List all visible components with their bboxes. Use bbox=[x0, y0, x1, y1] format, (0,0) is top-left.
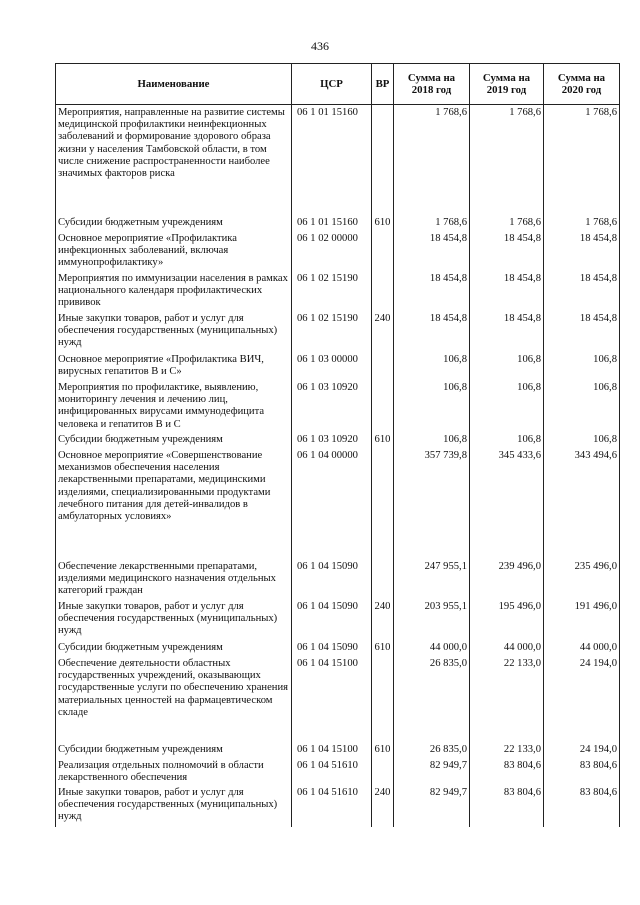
row-amount-2019-cell: 18 454,8 bbox=[470, 271, 544, 311]
table-row bbox=[56, 271, 620, 311]
row-vr-cell: 610 bbox=[372, 215, 394, 231]
row-csr-cell: 06 1 04 15090 bbox=[292, 559, 372, 599]
row-amount-2019-cell: 18 454,8 bbox=[470, 231, 544, 271]
row-csr-cell: 06 1 02 15190 bbox=[292, 271, 372, 311]
table-row bbox=[56, 559, 620, 599]
column-header-csr: ЦСР bbox=[292, 64, 372, 105]
row-amount-2018-cell: 106,8 bbox=[394, 432, 470, 448]
table-row bbox=[56, 231, 620, 271]
table-row bbox=[56, 105, 620, 216]
row-amount-2019-cell: 106,8 bbox=[470, 380, 544, 432]
row-amount-2019-cell: 239 496,0 bbox=[470, 559, 544, 599]
row-name-cell: Мероприятия по иммунизации населения в рамках национального календаря профилактических прививок bbox=[56, 271, 292, 311]
row-name-cell: Иные закупки товаров, работ и услуг для обеспечения государственных (муниципальных) нужд bbox=[56, 785, 292, 827]
row-amount-2020-cell: 106,8 bbox=[544, 432, 620, 448]
table-row bbox=[56, 742, 620, 758]
row-csr-cell: 06 1 04 00000 bbox=[292, 448, 372, 559]
row-amount-2019-cell: 22 133,0 bbox=[470, 742, 544, 758]
row-name-cell: Основное мероприятие «Совершенствование механизмов обеспечения населения лекарственными препаратами, медицинскими изделиями, специализированными продуктами лечебного питания для детей-инвалидов в амбулаторных условиях» bbox=[56, 448, 292, 559]
row-csr-cell: 06 1 03 00000 bbox=[292, 352, 372, 380]
row-vr-cell: 240 bbox=[372, 599, 394, 640]
row-amount-2020-cell: 24 194,0 bbox=[544, 656, 620, 742]
row-name-cell: Мероприятия, направленные на развитие системы медицинской профилактики неинфекционных заболеваний и формирование здорового образа жизни у населения Тамбовской области, в том числе снижение распространенности наиболее значимых факторов риска bbox=[56, 105, 292, 216]
row-csr-cell: 06 1 04 15100 bbox=[292, 656, 372, 742]
row-amount-2019-cell: 83 804,6 bbox=[470, 785, 544, 827]
row-vr-cell bbox=[372, 758, 394, 785]
table-row bbox=[56, 785, 620, 827]
row-name-cell: Обеспечение лекарственными препаратами, изделиями медицинского назначения отдельных категорий граждан bbox=[56, 559, 292, 599]
row-vr-cell bbox=[372, 352, 394, 380]
row-amount-2018-cell: 106,8 bbox=[394, 380, 470, 432]
row-amount-2019-cell: 1 768,6 bbox=[470, 105, 544, 216]
column-header-2020: Сумма на 2020 год bbox=[544, 64, 620, 105]
column-header-2018: Сумма на 2018 год bbox=[394, 64, 470, 105]
row-amount-2020-cell: 106,8 bbox=[544, 380, 620, 432]
row-name-cell: Иные закупки товаров, работ и услуг для обеспечения государственных (муниципальных) нужд bbox=[56, 311, 292, 352]
row-amount-2020-cell: 191 496,0 bbox=[544, 599, 620, 640]
row-csr-cell: 06 1 02 00000 bbox=[292, 231, 372, 271]
row-vr-cell: 610 bbox=[372, 742, 394, 758]
row-vr-cell: 610 bbox=[372, 432, 394, 448]
row-amount-2020-cell: 83 804,6 bbox=[544, 758, 620, 785]
row-amount-2020-cell: 235 496,0 bbox=[544, 559, 620, 599]
row-amount-2018-cell: 247 955,1 bbox=[394, 559, 470, 599]
row-amount-2018-cell: 18 454,8 bbox=[394, 231, 470, 271]
row-amount-2019-cell: 1 768,6 bbox=[470, 215, 544, 231]
page-number: 436 bbox=[311, 39, 329, 53]
row-name-cell: Субсидии бюджетным учреждениям bbox=[56, 742, 292, 758]
row-amount-2018-cell: 1 768,6 bbox=[394, 105, 470, 216]
row-csr-cell: 06 1 02 15190 bbox=[292, 311, 372, 352]
table-header-row bbox=[56, 64, 620, 105]
row-amount-2020-cell: 106,8 bbox=[544, 352, 620, 380]
row-name-cell: Субсидии бюджетным учреждениям bbox=[56, 215, 292, 231]
row-amount-2018-cell: 203 955,1 bbox=[394, 599, 470, 640]
row-amount-2019-cell: 106,8 bbox=[470, 352, 544, 380]
table-row bbox=[56, 311, 620, 352]
table-row bbox=[56, 656, 620, 742]
row-vr-cell bbox=[372, 448, 394, 559]
row-amount-2018-cell: 26 835,0 bbox=[394, 656, 470, 742]
row-name-cell: Реализация отдельных полномочий в области лекарственного обеспечения bbox=[56, 758, 292, 785]
row-csr-cell: 06 1 04 51610 bbox=[292, 758, 372, 785]
row-amount-2019-cell: 44 000,0 bbox=[470, 640, 544, 656]
row-csr-cell: 06 1 01 15160 bbox=[292, 215, 372, 231]
row-csr-cell: 06 1 04 15100 bbox=[292, 742, 372, 758]
table-row bbox=[56, 599, 620, 640]
row-vr-cell bbox=[372, 105, 394, 216]
row-amount-2020-cell: 1 768,6 bbox=[544, 215, 620, 231]
table-row bbox=[56, 215, 620, 231]
column-header-name: Наименование bbox=[56, 64, 292, 105]
row-name-cell: Обеспечение деятельности областных государственных учреждений, оказывающих государственные услуги по обеспечению хранения материальных ценностей на фармацевтическом складе bbox=[56, 656, 292, 742]
row-vr-cell: 240 bbox=[372, 311, 394, 352]
row-name-cell: Основное мероприятие «Профилактика инфекционных заболеваний, включая иммунопрофилактику» bbox=[56, 231, 292, 271]
row-amount-2019-cell: 83 804,6 bbox=[470, 758, 544, 785]
row-csr-cell: 06 1 04 15090 bbox=[292, 640, 372, 656]
row-amount-2019-cell: 18 454,8 bbox=[470, 311, 544, 352]
row-amount-2020-cell: 18 454,8 bbox=[544, 311, 620, 352]
row-amount-2018-cell: 18 454,8 bbox=[394, 271, 470, 311]
row-vr-cell bbox=[372, 271, 394, 311]
row-vr-cell: 240 bbox=[372, 785, 394, 827]
row-amount-2018-cell: 106,8 bbox=[394, 352, 470, 380]
row-amount-2020-cell: 83 804,6 bbox=[544, 785, 620, 827]
row-amount-2019-cell: 22 133,0 bbox=[470, 656, 544, 742]
row-amount-2020-cell: 343 494,6 bbox=[544, 448, 620, 559]
row-amount-2018-cell: 82 949,7 bbox=[394, 758, 470, 785]
row-amount-2020-cell: 18 454,8 bbox=[544, 271, 620, 311]
column-header-2019: Сумма на 2019 год bbox=[470, 64, 544, 105]
table-row bbox=[56, 352, 620, 380]
row-amount-2018-cell: 82 949,7 bbox=[394, 785, 470, 827]
table-row bbox=[56, 640, 620, 656]
table-row bbox=[56, 758, 620, 785]
column-header-vr: ВР bbox=[372, 64, 394, 105]
row-name-cell: Субсидии бюджетным учреждениям bbox=[56, 432, 292, 448]
row-csr-cell: 06 1 04 51610 bbox=[292, 785, 372, 827]
row-name-cell: Мероприятия по профилактике, выявлению, мониторингу лечения и лечению лиц, инфицированных вирусами иммунодефицита человека и гепатитов В и С bbox=[56, 380, 292, 432]
row-vr-cell: 610 bbox=[372, 640, 394, 656]
row-vr-cell bbox=[372, 559, 394, 599]
row-amount-2020-cell: 18 454,8 bbox=[544, 231, 620, 271]
row-amount-2018-cell: 18 454,8 bbox=[394, 311, 470, 352]
row-csr-cell: 06 1 03 10920 bbox=[292, 380, 372, 432]
row-vr-cell bbox=[372, 656, 394, 742]
budget-table bbox=[55, 63, 620, 827]
row-csr-cell: 06 1 03 10920 bbox=[292, 432, 372, 448]
row-vr-cell bbox=[372, 380, 394, 432]
row-amount-2019-cell: 195 496,0 bbox=[470, 599, 544, 640]
row-amount-2019-cell: 106,8 bbox=[470, 432, 544, 448]
row-amount-2019-cell: 345 433,6 bbox=[470, 448, 544, 559]
row-amount-2018-cell: 357 739,8 bbox=[394, 448, 470, 559]
row-amount-2020-cell: 44 000,0 bbox=[544, 640, 620, 656]
row-name-cell: Иные закупки товаров, работ и услуг для обеспечения государственных (муниципальных) нужд bbox=[56, 599, 292, 640]
table-row bbox=[56, 432, 620, 448]
table-row bbox=[56, 448, 620, 559]
row-name-cell: Субсидии бюджетным учреждениям bbox=[56, 640, 292, 656]
row-csr-cell: 06 1 01 15160 bbox=[292, 105, 372, 216]
row-vr-cell bbox=[372, 231, 394, 271]
row-amount-2018-cell: 44 000,0 bbox=[394, 640, 470, 656]
row-amount-2020-cell: 1 768,6 bbox=[544, 105, 620, 216]
row-csr-cell: 06 1 04 15090 bbox=[292, 599, 372, 640]
table-row bbox=[56, 380, 620, 432]
row-name-cell: Основное мероприятие «Профилактика ВИЧ, вирусных гепатитов В и С» bbox=[56, 352, 292, 380]
row-amount-2018-cell: 1 768,6 bbox=[394, 215, 470, 231]
row-amount-2018-cell: 26 835,0 bbox=[394, 742, 470, 758]
row-amount-2020-cell: 24 194,0 bbox=[544, 742, 620, 758]
